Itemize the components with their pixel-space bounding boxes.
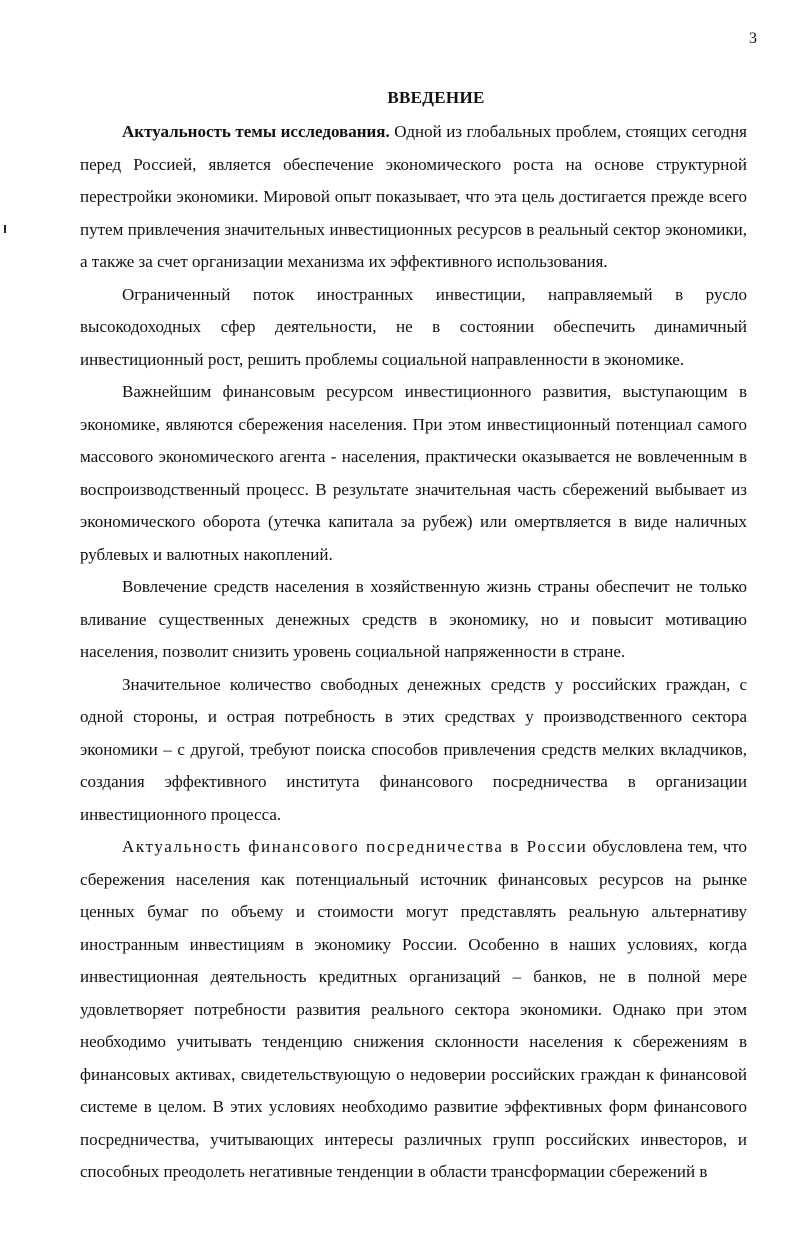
paragraph-5: Значительное количество свободных денежных средств у российских граждан, с одной стороны, и острая потребность в этих средствах у производственного сектора экономики – с другой, требуют поиска способов привлечения средств мелких вкладчиков, создания эффективного института финансового посредничества в организации инвестиционного процесса. [80,674,747,824]
margin-mark [4,225,6,233]
section-heading: ВВЕДЕНИЕ [387,88,485,107]
paragraph-6-lead: Актуальность финансового посредничества в России [122,837,588,856]
page-number: 3 [749,30,757,47]
body-text [80,116,747,1189]
paragraph-1-lead: Актуальность темы исследования. [122,122,390,141]
paragraph-4: Вовлечение средств населения в хозяйственную жизнь страны обеспечит не только вливание существенных денежных средств в экономику, но и повысит мотивацию населения, позволит снизить уровень социальной напряженности в стране. [80,577,747,661]
paragraph-1-text: Одной из глобальных проблем, стоящих сегодня перед Россией, является обеспечение экономического роста на основе структурной перестройки экономики. Мировой опыт показывает, что эта цель достигается прежде всего путем привлечения значительных инвестиционных ресурсов в реальный сектор экономики, а также за счет организации механизма их эффективного использования. [80,122,748,271]
paragraph-3: Важнейшим финансовым ресурсом инвестиционного развития, выступающим в экономике, являются сбережения населения. При этом инвестиционный потенциал самого массового экономического агента - населения, практически оказывается не вовлеченным в воспроизводственный процесс. В результате значительная часть сбережений выбывает из экономического оборота (утечка капитала за рубеж) или омертвляется в виде наличных рублевых и валютных накоплений. [80,382,747,564]
paragraph-6-text: обусловлена тем, что сбережения населения как потенциальный источник финансовых ресурсов на рынке ценных бумаг по объему и стоимости могут представлять реальную альтернативу иностранным инвестициям в экономику России. Особенно в наших условиях, когда инвестиционная деятельность кредитных организаций – банков, не в полной мере удовлетворяет потребности развития реального сектора экономики. Однако при этом необходимо учитывать тенденцию снижения склонности населения к сбережениям в финансовых активах, свидетельствующую о недоверии российских граждан к финансовой системе в целом. В этих условиях необходимо развитие эффективных форм финансового посредничества, учитывающих интересы различных групп российских инвесторов, и способных преодолеть негативные тенденции в области трансформации сбережений в [80,837,747,1181]
paragraph-1 [80,116,747,279]
paragraph-2: Ограниченный поток иностранных инвестиции, направляемый в русло высокодоходных сфер деятельности, не в состоянии обеспечить динамичный инвестиционный рост, решить проблемы социальной направленности в экономике. [80,284,747,369]
paragraph-6 [80,831,747,1189]
